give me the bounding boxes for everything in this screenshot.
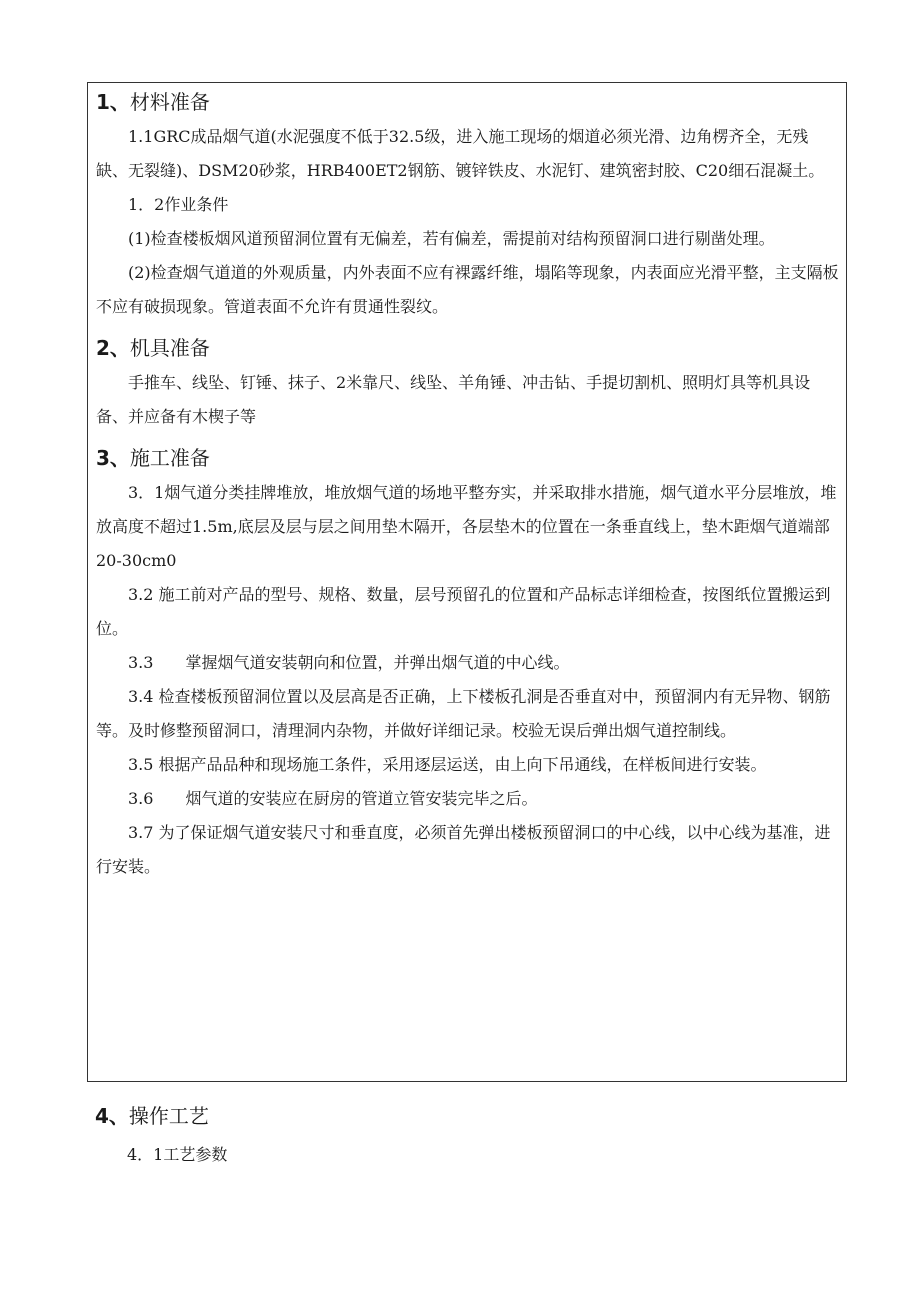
section-1-para-1: 1.1GRC成品烟气道(水泥强度不低于32.5级，进入施工现场的烟道必须光滑、边角楞齐全，无残缺、无裂缝)、DSM20砂浆，HRB400ET2钢筋、镀锌铁皮、水泥钉、建筑密封胶、C20细石混凝土。 [96,127,825,180]
section-2-title: 机具准备 [129,336,210,360]
section-3-para-7: 3.7 为了保证烟气道安装尺寸和垂直度，必须首先弹出楼板预留洞口的中心线，以中心线为基准，进行安装。 [96,823,831,876]
section-4-number: 4、 [95,1104,129,1128]
section-3-heading [96,440,840,476]
section-2-number: 2、 [96,336,130,360]
section-1-para-2: 1．2作业条件 [128,195,229,214]
section-3-para-3: 3.3 掌握烟气道安装朝向和位置，并弹出烟气道的中心线。 [128,653,570,672]
content-table [87,82,847,1082]
section-1-number: 1、 [96,90,130,114]
section-3-para-2: 3.2 施工前对产品的型号、规格、数量，层号预留孔的位置和产品标志详细检查，按图纸位置搬运到位。 [96,585,831,638]
section-1-para-4: (2)检查烟气道道的外观质量，内外表面不应有裸露纤维，塌陷等现象，内表面应光滑平整，主支隔板不应有破损现象。管道表面不允许有贯通性裂纹。 [96,263,839,316]
section-3-para-5: 3.5 根据产品品种和现场施工条件，采用逐层运送，由上向下吊通线，在样板间进行安装。 [128,755,767,774]
section-2-heading [96,330,840,366]
section-4-title: 操作工艺 [128,1104,209,1128]
section-4-heading [95,1098,835,1134]
section-4-para-1: 4．1工艺参数 [127,1145,228,1164]
section-2-para-1: 手推车、线坠、钉锤、抹子、2米靠尺、线坠、羊角锤、冲击钻、手提切割机、照明灯具等机具设备、并应备有木楔子等 [96,373,811,426]
section-3-para-6: 3.6 烟气道的安装应在厨房的管道立管安装完毕之后。 [128,789,538,808]
section-3-title: 施工准备 [129,446,210,470]
section-1-title: 材料准备 [129,90,210,114]
section-3-para-4: 3.4 检查楼板预留洞位置以及层高是否正确，上下楼板孔洞是否垂直对中，预留洞内有无异物、钢筋等。及时修整预留洞口，清理洞内杂物，并做好详细记录。校验无误后弹出烟气道控制线。 [96,687,831,740]
section-3-number: 3、 [96,446,130,470]
section-1-heading [96,84,840,120]
section-4 [95,1098,835,1172]
section-3-para-1: 3．1烟气道分类挂牌堆放，堆放烟气道的场地平整夯实，并采取排水措施，烟气道水平分层堆放，堆放高度不超过1.5m,底层及层与层之间用垫木隔开，各层垫木的位置在一条垂直线上，垫木距烟气道端部20-30cm0 [96,483,837,570]
table-cell [96,83,840,884]
section-1-para-3: (1)检查楼板烟风道预留洞位置有无偏差，若有偏差，需提前对结构预留洞口进行剔凿处理。 [128,229,775,248]
